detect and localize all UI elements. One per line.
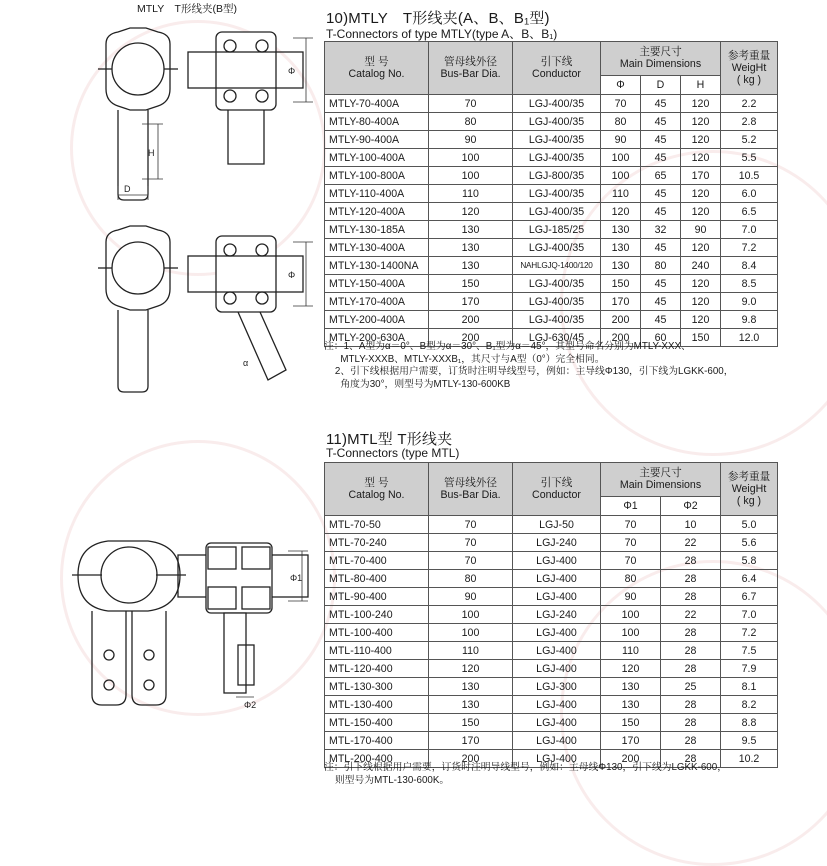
table-cell: 150 [601, 275, 641, 293]
table-cell: LGJ-400/35 [513, 275, 601, 293]
catalog-cell: MTL-90-400 [325, 588, 429, 606]
table-row [325, 696, 778, 714]
table-cell: 8.5 [721, 275, 778, 293]
dim-phi2-label: Φ2 [244, 700, 257, 710]
mtl-front-view [72, 541, 186, 705]
table-cell: 120 [681, 293, 721, 311]
table-cell: 120 [681, 113, 721, 131]
table-cell: 80 [429, 570, 513, 588]
table-cell: 200 [429, 329, 513, 347]
table-cell: 80 [429, 113, 513, 131]
table-cell: 7.0 [721, 221, 778, 239]
catalog-cell: MTL-150-400 [325, 714, 429, 732]
table-cell: 8.4 [721, 257, 778, 275]
table-cell: 5.2 [721, 131, 778, 149]
catalog-cell: MTLY-130-185A [325, 221, 429, 239]
table-cell: 100 [601, 167, 641, 185]
table-cell: 45 [641, 311, 681, 329]
col-header-catalog: 型 号 Catalog No. [325, 42, 429, 95]
table-cell: 70 [601, 534, 661, 552]
table-cell: 200 [601, 329, 641, 347]
table-cell: LGJ-800/35 [513, 167, 601, 185]
table-cell: 200 [601, 311, 641, 329]
table-cell: 130 [429, 239, 513, 257]
dim-alpha-label: α [243, 358, 249, 368]
catalog-cell: MTL-130-300 [325, 678, 429, 696]
table-cell: 110 [601, 642, 661, 660]
table-cell: 6.7 [721, 588, 778, 606]
table-cell: LGJ-400/35 [513, 311, 601, 329]
table-cell: 60 [641, 329, 681, 347]
catalog-cell: MTL-100-400 [325, 624, 429, 642]
table-row [325, 239, 778, 257]
col-header-d: D [641, 75, 681, 94]
table-cell: 5.5 [721, 149, 778, 167]
mtl-side-view [178, 543, 308, 710]
table-cell: 9.8 [721, 311, 778, 329]
table-cell: 45 [641, 239, 681, 257]
table-cell: LGJ-400 [513, 732, 601, 750]
table-cell: 150 [429, 714, 513, 732]
table-cell: 7.9 [721, 660, 778, 678]
catalog-cell: MTLY-130-1400NA [325, 257, 429, 275]
table-cell: 28 [661, 588, 721, 606]
table-cell: 6.0 [721, 185, 778, 203]
table-cell: 10 [661, 516, 721, 534]
table-cell: 7.0 [721, 606, 778, 624]
table-cell: 45 [641, 275, 681, 293]
table-cell: 120 [681, 95, 721, 113]
table-cell: 100 [429, 606, 513, 624]
col-header-catalog: 型 号 Catalog No. [325, 463, 429, 516]
mtly-front-view-a [98, 28, 178, 200]
table-row [325, 534, 778, 552]
table-cell: 170 [429, 293, 513, 311]
table-cell: 150 [429, 275, 513, 293]
table-cell: LGJ-50 [513, 516, 601, 534]
table-row [325, 221, 778, 239]
catalog-cell: MTLY-130-400A [325, 239, 429, 257]
table-cell: 70 [429, 95, 513, 113]
table-row [325, 131, 778, 149]
col-header-conductor: 引下线 Conductor [513, 42, 601, 95]
catalog-cell: MTLY-150-400A [325, 275, 429, 293]
table-cell: 170 [601, 293, 641, 311]
table-cell: 130 [601, 678, 661, 696]
col-header-phi2: Φ2 [661, 496, 721, 515]
table-cell: 130 [429, 678, 513, 696]
table-cell: 130 [429, 696, 513, 714]
table-cell: LGJ-240 [513, 534, 601, 552]
table-cell: 6.5 [721, 203, 778, 221]
section1-subtitle: T-Connectors of type MTLY(type A、B、B₁) [326, 27, 558, 41]
table-row [325, 624, 778, 642]
table-cell: 200 [601, 750, 661, 768]
table-cell: 170 [601, 732, 661, 750]
table-cell: 120 [681, 275, 721, 293]
table-row [325, 203, 778, 221]
table-cell: 2.2 [721, 95, 778, 113]
table-cell: 45 [641, 113, 681, 131]
table-cell: 28 [661, 750, 721, 768]
table-cell: LGJ-400 [513, 588, 601, 606]
catalog-cell: MTLY-170-400A [325, 293, 429, 311]
table-cell: 70 [429, 534, 513, 552]
section2-title: 11)MTL型 T形线夹 [326, 431, 453, 448]
col-header-conductor: 引下线 Conductor [513, 463, 601, 516]
table-cell: 120 [681, 203, 721, 221]
table-cell: 120 [601, 203, 641, 221]
col-header-phi1: Φ1 [601, 496, 661, 515]
table-cell: 70 [429, 516, 513, 534]
col-header-phi: Φ [601, 75, 641, 94]
catalog-cell: MTLY-110-400A [325, 185, 429, 203]
table-cell: 150 [681, 329, 721, 347]
table-cell: 5.6 [721, 534, 778, 552]
table-cell: 45 [641, 185, 681, 203]
table-cell: LGJ-400/35 [513, 113, 601, 131]
section2-subtitle: T-Connectors (type MTL) [326, 446, 460, 460]
table-cell: 9.5 [721, 732, 778, 750]
table-cell: 70 [429, 552, 513, 570]
table-cell: 90 [681, 221, 721, 239]
table-cell: 80 [601, 113, 641, 131]
table-cell: 28 [661, 660, 721, 678]
table-cell: LGJ-400 [513, 660, 601, 678]
table-row [325, 642, 778, 660]
table-row [325, 516, 778, 534]
table-row [325, 714, 778, 732]
section1-title: 10)MTLY T形线夹(A、B、B₁型) [326, 10, 550, 27]
table-cell: LGJ-400 [513, 642, 601, 660]
catalog-cell: MTL-130-400 [325, 696, 429, 714]
table-cell: 45 [641, 293, 681, 311]
table-cell: 90 [429, 131, 513, 149]
catalog-cell: MTLY-200-400A [325, 311, 429, 329]
table-cell: 110 [429, 185, 513, 203]
catalog-cell: MTL-120-400 [325, 660, 429, 678]
catalog-cell: MTLY-200-630A [325, 329, 429, 347]
table-row [325, 732, 778, 750]
table-cell: NAHLGJQ-1400/120 [513, 257, 601, 275]
table-cell: 170 [681, 167, 721, 185]
table-cell: 200 [429, 311, 513, 329]
col-header-weight: 参考重量 WeigHt ( kg ) [721, 463, 778, 516]
table-cell: LGJ-400/35 [513, 185, 601, 203]
table-cell: 45 [641, 203, 681, 221]
table-cell: LGJ-400/35 [513, 149, 601, 167]
catalog-cell: MTLY-80-400A [325, 113, 429, 131]
table-cell: LGJ-400 [513, 714, 601, 732]
dim-phi-label: Φ [288, 66, 296, 76]
table-row [325, 588, 778, 606]
table-row [325, 275, 778, 293]
table-row [325, 678, 778, 696]
table-cell: 70 [601, 552, 661, 570]
table-cell: 90 [601, 588, 661, 606]
table-cell: LGJ-240 [513, 606, 601, 624]
table-row [325, 311, 778, 329]
table-cell: 110 [601, 185, 641, 203]
table-cell: 90 [601, 131, 641, 149]
table-cell: LGJ-400 [513, 624, 601, 642]
table-cell: LGJ-400 [513, 750, 601, 768]
table-cell: 5.8 [721, 552, 778, 570]
table-cell: 12.0 [721, 329, 778, 347]
catalog-cell: MTL-70-50 [325, 516, 429, 534]
table-cell: 100 [601, 624, 661, 642]
dim-d-label: D [124, 184, 131, 194]
table-cell: 32 [641, 221, 681, 239]
catalog-cell: MTLY-70-400A [325, 95, 429, 113]
table-cell: 9.0 [721, 293, 778, 311]
table-cell: LGJ-300 [513, 678, 601, 696]
table-cell: 8.2 [721, 696, 778, 714]
table-cell: 130 [601, 221, 641, 239]
table-cell: 120 [681, 239, 721, 257]
dim-phi1-label: Φ1 [290, 573, 303, 583]
dim-h-label: H [148, 148, 155, 158]
table-cell: 65 [641, 167, 681, 185]
col-header-busbar: 管母线外径 Bus-Bar Dia. [429, 42, 513, 95]
table-cell: 7.2 [721, 624, 778, 642]
table-cell: 45 [641, 149, 681, 167]
table-cell: 110 [429, 642, 513, 660]
table-cell: 80 [601, 570, 661, 588]
table-row [325, 552, 778, 570]
mtly-side-view-b [188, 236, 313, 380]
table-cell: 22 [661, 606, 721, 624]
mtly-front-view-b [98, 226, 178, 392]
section1-notes: 注：1、A型为α＝0°、B型为α＝30°、B₁型为α＝45°，其型号命名分别为MTLY-XXX、 MTLY-XXXB、MTLY-XXXB₁，其尺寸与A型（0°）完全相同。 2、引下线根据用户需要，订货时注明导线型号，例如：主导线Φ130，引下线为LGKK-600， 角度为30°，则型号为MTLY-130-600KB [324, 341, 734, 390]
col-header-busbar: 管母线外径 Bus-Bar Dia. [429, 463, 513, 516]
catalog-cell: MTL-70-240 [325, 534, 429, 552]
catalog-cell: MTL-70-400 [325, 552, 429, 570]
table-cell: 130 [429, 257, 513, 275]
catalog-cell: MTL-110-400 [325, 642, 429, 660]
table-cell: 28 [661, 570, 721, 588]
table-cell: 22 [661, 534, 721, 552]
catalog-cell: MTL-100-240 [325, 606, 429, 624]
catalog-cell: MTL-200-400 [325, 750, 429, 768]
col-header-main-dimensions: 主要尺寸 Main Dimensions [601, 463, 721, 497]
table-cell: 45 [641, 131, 681, 149]
figure-caption: MTLY T形线夹(B型) [137, 3, 237, 15]
table-cell: LGJ-400/35 [513, 293, 601, 311]
col-header-main-dimensions: 主要尺寸 Main Dimensions [601, 42, 721, 76]
table-cell: 45 [641, 95, 681, 113]
mtly-drawing [88, 14, 323, 404]
table-cell: 100 [601, 149, 641, 167]
table-cell: 120 [681, 131, 721, 149]
table-row [325, 149, 778, 167]
table-cell: 200 [429, 750, 513, 768]
table-cell: 120 [681, 149, 721, 167]
table-cell: 120 [601, 660, 661, 678]
table-cell: 28 [661, 696, 721, 714]
table-cell: 28 [661, 624, 721, 642]
catalog-cell: MTLY-120-400A [325, 203, 429, 221]
table-cell: LGJ-630/45 [513, 329, 601, 347]
catalog-cell: MTLY-100-800A [325, 167, 429, 185]
table-cell: 100 [429, 624, 513, 642]
mtl-spec-table [324, 462, 778, 768]
table-cell: LGJ-400/35 [513, 203, 601, 221]
mtl-drawing [68, 505, 318, 730]
table-cell: 25 [661, 678, 721, 696]
table-cell: 130 [429, 221, 513, 239]
catalog-cell: MTLY-100-400A [325, 149, 429, 167]
col-header-h: H [681, 75, 721, 94]
table-cell: 2.8 [721, 113, 778, 131]
table-cell: 10.5 [721, 167, 778, 185]
dim-phi-label-2: Φ [288, 270, 296, 280]
table-cell: 90 [429, 588, 513, 606]
catalog-cell: MTL-80-400 [325, 570, 429, 588]
col-header-weight: 参考重量 WeigHt ( kg ) [721, 42, 778, 95]
table-cell: 130 [601, 239, 641, 257]
table-cell: LGJ-400 [513, 696, 601, 714]
table-cell: 170 [429, 732, 513, 750]
table-row [325, 257, 778, 275]
mtly-spec-table [324, 41, 778, 347]
table-cell: 6.4 [721, 570, 778, 588]
table-cell: 100 [601, 606, 661, 624]
catalog-cell: MTL-170-400 [325, 732, 429, 750]
table-cell: LGJ-400/35 [513, 95, 601, 113]
table-row [325, 113, 778, 131]
table-cell: 5.0 [721, 516, 778, 534]
table-row [325, 185, 778, 203]
table-row [325, 606, 778, 624]
table-row [325, 293, 778, 311]
table-cell: 130 [601, 257, 641, 275]
table-row [325, 660, 778, 678]
table-cell: 8.1 [721, 678, 778, 696]
table-cell: LGJ-400 [513, 552, 601, 570]
table-cell: 80 [641, 257, 681, 275]
table-cell: 28 [661, 642, 721, 660]
table-cell: 7.2 [721, 239, 778, 257]
table-cell: LGJ-185/25 [513, 221, 601, 239]
table-cell: LGJ-400 [513, 570, 601, 588]
table-cell: 120 [681, 185, 721, 203]
table-row [325, 167, 778, 185]
table-cell: LGJ-400/35 [513, 131, 601, 149]
catalog-cell: MTLY-90-400A [325, 131, 429, 149]
table-cell: 70 [601, 95, 641, 113]
table-cell: 8.8 [721, 714, 778, 732]
table-cell: 240 [681, 257, 721, 275]
table-cell: LGJ-400/35 [513, 239, 601, 257]
table-cell: 10.2 [721, 750, 778, 768]
table-cell: 100 [429, 149, 513, 167]
table-cell: 120 [429, 660, 513, 678]
table-cell: 100 [429, 167, 513, 185]
table-row [325, 570, 778, 588]
table-row [325, 95, 778, 113]
table-cell: 130 [601, 696, 661, 714]
table-cell: 28 [661, 552, 721, 570]
table-cell: 28 [661, 732, 721, 750]
table-cell: 28 [661, 714, 721, 732]
section2-notes: 注：引下线根据用户需要，订货时注明导线型号，例如：主母线Φ130，引下线为LGKK-600， 则型号为MTL-130-600K。 [324, 762, 728, 786]
table-cell: 70 [601, 516, 661, 534]
table-cell: 120 [681, 311, 721, 329]
mtly-side-view-a [188, 32, 313, 164]
table-cell: 120 [429, 203, 513, 221]
table-cell: 7.5 [721, 642, 778, 660]
table-cell: 150 [601, 714, 661, 732]
